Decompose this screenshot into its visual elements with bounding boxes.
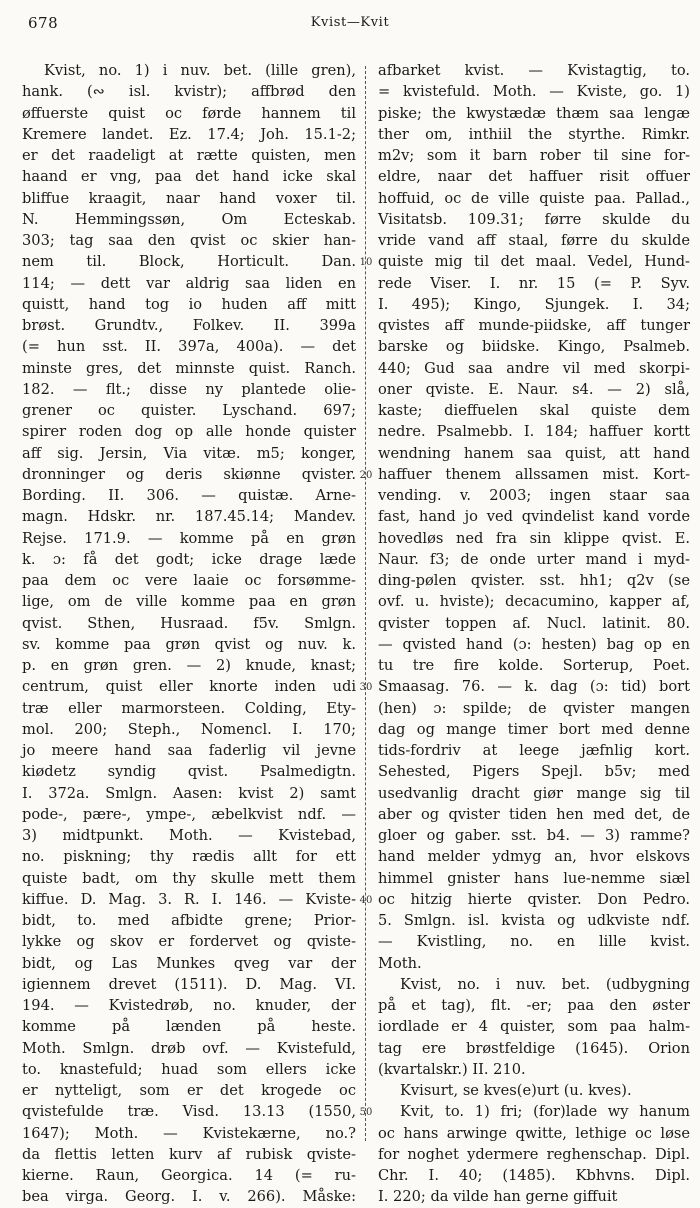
text-line: aber og qvister tiden hen med det, de <box>378 805 690 823</box>
text-line: kiffue. D. Mag. 3. R. I. 146. — Kviste- <box>22 890 356 908</box>
text-line: p. en grøn gren. — 2) knude, knast; <box>22 657 356 674</box>
running-head: Kvist—Kvit <box>310 15 390 30</box>
text-line: quiste badt, om thy skulle mett them <box>22 869 356 887</box>
text-line: gloer og gaber. sst. b4. — 3) ramme? <box>378 827 690 844</box>
text-line: eldre, naar det haffuer risit offuer <box>378 168 690 186</box>
text-line: tu tre fire kolde. Sorterup, Poet. <box>378 657 690 674</box>
line-number: 40 <box>359 894 373 906</box>
text-line: rede Viser. I. nr. 15 (= P. Syv. <box>378 274 690 292</box>
text-line: ther om, inthiil the styrthe. Rimkr. <box>378 125 690 143</box>
text-line: Chr. I. 40; (1485). Kbhvns. Dipl. <box>378 1167 690 1184</box>
text-line: Bording. II. 306. — quistæ. Arne- <box>22 487 356 504</box>
text-line: da flettis letten kurv af rubisk qviste- <box>22 1145 356 1163</box>
page-header <box>0 14 700 38</box>
text-line: spirer roden dog op alle honde quister <box>22 423 356 441</box>
text-line: dag og mange timer bort med denne <box>378 720 690 738</box>
text-line: lige, om de ville komme paa en grøn <box>22 593 356 611</box>
text-line: (= hun sst. II. 397a, 400a). — det <box>22 338 356 356</box>
text-line: Moth. <box>378 954 422 972</box>
text-line: Sehested, Pigers Spejl. b5v; med <box>378 763 690 781</box>
text-line: iordlade er 4 quister, som paa halm- <box>378 1018 690 1036</box>
text-line: 182. — flt.; disse ny plantede olie- <box>22 380 356 398</box>
text-line: nedre. Psalmebb. I. 184; haffuer kortt <box>378 423 690 441</box>
text-line: barske og biidske. Kingo, Psalmeb. <box>378 338 690 356</box>
text-line: paa dem oc vere laaie oc forsømme- <box>22 572 356 589</box>
text-line: m2v; som it barn rober til sine for- <box>378 147 690 164</box>
text-line: for noghet ydermere reghenschap. Dipl. <box>378 1145 690 1163</box>
text-line: I. 495); Kingo, Sjungek. I. 34; <box>378 295 690 313</box>
text-line: igiennem drevet (1511). D. Mag. VI. <box>22 975 356 993</box>
text-line: træ eller marmorsteen. Colding, Ety- <box>22 699 356 717</box>
text-line: k. ɔ: få det godt; icke drage læde <box>22 550 356 568</box>
text-line: brøst. Grundtv., Folkev. II. 399a <box>22 317 356 334</box>
text-line: 440; Gud saa andre vil med skorpi- <box>378 359 690 377</box>
left-column <box>22 60 356 1206</box>
line-number: 50 <box>359 1107 373 1119</box>
text-line: hand melder ydmyg an, hvor elskovs <box>378 848 690 866</box>
page-number: 678 <box>28 14 59 32</box>
column-divider <box>365 66 366 1141</box>
text-line: Moth. Smlgn. drøb ovf. — Kvistefuld, <box>22 1039 356 1057</box>
text-line: qvistefulde træ. Visd. 13.13 (1550, <box>22 1103 356 1121</box>
right-column <box>378 60 690 1206</box>
text-line: haffuer thenem allssamen mist. Kort- <box>378 465 690 483</box>
text-line: to. knastefuld; huad som ellers icke <box>22 1060 356 1078</box>
text-line: sv. komme paa grøn qvist og nuv. k. <box>22 635 356 653</box>
text-line: tag ere brøstfeldige (1645). Orion <box>378 1039 690 1057</box>
line-number: 30 <box>359 682 373 694</box>
text-line: 114; — dett var aldrig saa liden en <box>22 274 356 292</box>
text-line: kierne. Raun, Georgica. 14 (= ru- <box>22 1167 356 1184</box>
text-line: 1647); Moth. — Kvistekærne, no.? <box>22 1124 356 1142</box>
text-line: nem til. Block, Horticult. Dan. <box>22 253 356 271</box>
text-line: pode-, pære-, ympe-, æbelkvist ndf. — <box>22 805 356 823</box>
text-line: quistt, hand tog io huden aff mitt <box>22 295 356 313</box>
text-line: er nytteligt, som er det krogede oc <box>22 1082 356 1099</box>
text-line: haand er vng, paa det hand icke skal <box>22 168 356 186</box>
text-line: lykke og skov er fordervet og qviste- <box>22 933 356 951</box>
text-line: tids-fordriv at leege jæfnlig kort. <box>378 742 690 759</box>
text-line: (hen) ɔ: spilde; de qvister mangen <box>378 699 690 717</box>
text-line: på et tag), flt. -er; paa den øster <box>378 997 690 1014</box>
text-line: 303; tag saa den qvist oc skier han- <box>22 232 356 249</box>
text-line: Naur. f3; de onde urter mand i myd- <box>378 550 690 568</box>
text-line: himmel gnister hans lue-nemme siæl <box>378 869 690 887</box>
text-line: hoffuid, oc de ville quiste paa. Pallad., <box>378 189 690 207</box>
text-line: qvist. Sthen, Husraad. f5v. Smlgn. <box>22 614 356 632</box>
text-line: minste gres, det minnste quist. Ranch. <box>22 359 356 377</box>
text-line: oc hans arwinge qwitte, lethige oc løse <box>378 1124 690 1142</box>
text-line: fast, hand jo ved qvindelist kand vorde <box>378 508 690 526</box>
text-line: Kvisurt, se kves(e)urt (u. kves). <box>400 1082 632 1099</box>
text-line: — qvisted hand (ɔ: hesten) bag op en <box>378 635 690 653</box>
text-line: qvister toppen af. Nucl. latinit. 80. <box>378 614 690 632</box>
text-line: no. piskning; thy rædis allt for ett <box>22 848 356 866</box>
text-line: bidt, to. med afbidte grene; Prior- <box>22 912 356 929</box>
text-line: grener oc quister. Lyschand. 697; <box>22 402 356 419</box>
text-line: piske; the kwystædæ thæm saa lengæ <box>378 104 690 122</box>
text-line: centrum, quist eller knorte inden udi <box>22 678 356 696</box>
text-line: oc hitzig hierte qvister. Don Pedro. <box>378 890 690 908</box>
text-line: vride vand aff staal, førre du skulde <box>378 232 690 249</box>
text-line: jo meere hand saa faderlig vil jevne <box>22 742 356 759</box>
text-line: (kvartalskr.) II. 210. <box>378 1060 526 1078</box>
text-line: hovedløs ned fra sin klippe qvist. E. <box>378 529 690 547</box>
text-line: usedvanlig dracht giør mange sig til <box>378 784 690 802</box>
text-line: kaste; dieffuelen skal quiste dem <box>378 402 690 419</box>
text-line: I. 220; da vilde han gerne giffuit <box>378 1188 618 1206</box>
line-number: 20 <box>359 469 373 481</box>
text-line: mol. 200; Steph., Nomencl. I. 170; <box>22 720 356 738</box>
text-line: wendning hanem saa quist, att hand <box>378 444 690 462</box>
text-line: 3) midtpunkt. Moth. — Kvistebad, <box>22 827 356 844</box>
text-line: bidt, og Las Munkes qveg var der <box>22 954 356 972</box>
text-line: Kvist, no. 1) i nuv. bet. (lille gren), <box>44 62 356 79</box>
line-number: 10 <box>359 257 373 269</box>
text-line: kiødetz syndig qvist. Psalmedigtn. <box>22 763 356 781</box>
text-line: er det raadeligt at rætte quisten, men <box>22 147 356 164</box>
text-line: aff sig. Jersin, Via vitæ. m5; konger, <box>22 444 356 462</box>
text-line: dronninger og deris skiønne qvister. <box>22 465 356 483</box>
text-line: I. 372a. Smlgn. Aasen: kvist 2) samt <box>22 784 356 802</box>
text-line: Visitatsb. 109.31; førre skulde du <box>378 210 690 228</box>
text-line: Rejse. 171.9. — komme på en grøn <box>22 529 356 547</box>
text-line: Kvit, to. 1) fri; (for)lade wy hanum <box>400 1103 690 1121</box>
text-line: Kremere landet. Ez. 17.4; Joh. 15.1-2; <box>22 125 356 143</box>
text-line: — Kvistling, no. en lille kvist. <box>378 933 690 951</box>
text-line: komme på lænden på heste. <box>22 1018 356 1036</box>
text-line: 194. — Kvistedrøb, no. knuder, der <box>22 997 356 1014</box>
text-line: qvistes aff munde-piidske, aff tunger <box>378 317 690 334</box>
text-line: afbarket kvist. — Kvistagtig, to. <box>378 62 690 79</box>
text-line: øffuerste quist oc førde hannem til <box>22 104 356 122</box>
text-line: oner qviste. E. Naur. s4. — 2) slå, <box>378 380 690 398</box>
text-line: Smaasag. 76. — k. dag (ɔ: tid) bort <box>378 678 690 696</box>
text-line: 5. Smlgn. isl. kvista og udkviste ndf. <box>378 912 690 929</box>
text-line: vending. v. 2003; ingen staar saa <box>378 487 690 504</box>
text-line: ovf. u. hviste); decacumino, kapper af, <box>378 593 690 611</box>
text-line: = kvistefuld. Moth. — Kviste, go. 1) <box>378 83 690 101</box>
text-line: quiste mig til det maal. Vedel, Hund- <box>378 253 690 271</box>
text-line: N. Hemmingssøn, Om Ecteskab. <box>22 210 356 228</box>
text-line: Kvist, no. i nuv. bet. (udbygning <box>400 975 690 993</box>
text-line: bliffue kraagit, naar hand voxer til. <box>22 189 356 207</box>
text-line: hank. (∾ isl. kvistr); affbrød den <box>22 83 356 101</box>
text-line: magn. Hdskr. nr. 187.45.14; Mandev. <box>22 508 356 526</box>
text-line: ding-pølen qvister. sst. hh1; q2v (se <box>378 572 690 589</box>
text-line: bea virga. Georg. I. v. 266). Måske: <box>22 1188 356 1206</box>
